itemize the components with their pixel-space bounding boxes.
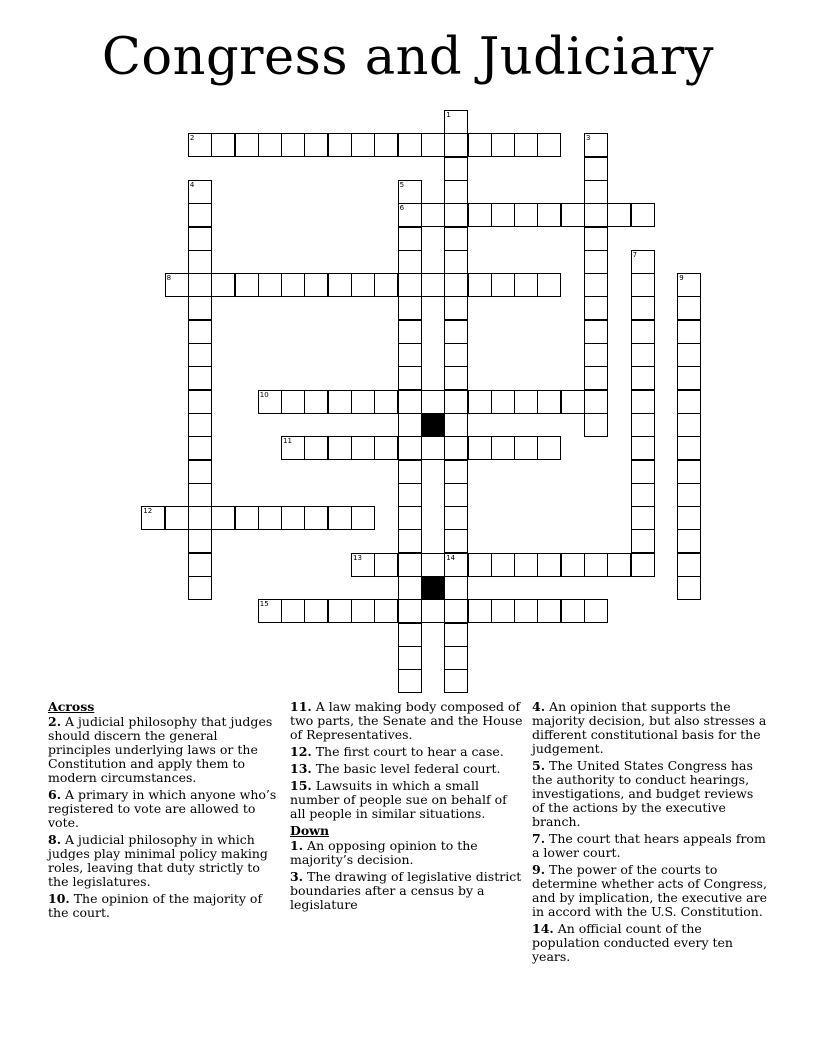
grid-cell[interactable] bbox=[537, 553, 561, 577]
clue-number: 11. bbox=[290, 699, 312, 714]
grid-cell[interactable] bbox=[444, 320, 468, 344]
grid-cell[interactable] bbox=[398, 203, 422, 227]
grid-cell[interactable] bbox=[584, 366, 608, 390]
grid-cell[interactable] bbox=[421, 599, 445, 623]
grid-cell[interactable] bbox=[328, 273, 352, 297]
grid-cell[interactable] bbox=[304, 436, 328, 460]
clue-number-label: 4 bbox=[189, 180, 195, 189]
across-clue bbox=[290, 779, 524, 821]
grid-cell[interactable] bbox=[398, 576, 422, 600]
grid-cell[interactable] bbox=[491, 436, 515, 460]
grid-cell[interactable] bbox=[328, 133, 352, 157]
clue-number: 5. bbox=[532, 758, 546, 773]
grid-cell[interactable] bbox=[211, 506, 235, 530]
grid-cell[interactable] bbox=[351, 273, 375, 297]
grid-cell[interactable] bbox=[444, 413, 468, 437]
grid-cell[interactable] bbox=[188, 227, 212, 251]
clue-number: 8. bbox=[48, 832, 62, 847]
grid-cell[interactable] bbox=[281, 133, 305, 157]
grid-cell[interactable] bbox=[328, 599, 352, 623]
black-cell bbox=[421, 576, 445, 600]
grid-cell[interactable] bbox=[677, 460, 701, 484]
grid-cell[interactable] bbox=[398, 413, 422, 437]
grid-cell[interactable] bbox=[398, 366, 422, 390]
grid-cell[interactable] bbox=[188, 576, 212, 600]
grid-cell[interactable] bbox=[561, 203, 585, 227]
grid-cell[interactable] bbox=[584, 203, 608, 227]
grid-cell[interactable] bbox=[561, 599, 585, 623]
down-clue bbox=[532, 863, 768, 919]
grid-cell[interactable] bbox=[328, 506, 352, 530]
page-title: Congress and Judiciary bbox=[101, 28, 715, 87]
grid-cell[interactable] bbox=[468, 133, 492, 157]
grid-cell[interactable] bbox=[631, 529, 655, 553]
grid-cell[interactable] bbox=[188, 273, 212, 297]
grid-cell[interactable] bbox=[631, 413, 655, 437]
grid-cell[interactable] bbox=[491, 599, 515, 623]
clue-text: The United States Congress has the authority to conduct hearings, investigations, and budget reviews of the actions by the executive branch. bbox=[532, 758, 754, 829]
grid-cell[interactable] bbox=[444, 343, 468, 367]
grid-cell[interactable] bbox=[188, 460, 212, 484]
grid-cell[interactable] bbox=[491, 390, 515, 414]
down-clue bbox=[290, 870, 524, 912]
grid-cell[interactable] bbox=[584, 133, 608, 157]
down-clue bbox=[532, 700, 768, 756]
grid-cell[interactable] bbox=[281, 506, 305, 530]
grid-cell[interactable] bbox=[514, 203, 538, 227]
down-clue bbox=[532, 832, 768, 860]
grid-cell[interactable] bbox=[188, 366, 212, 390]
grid-cell[interactable] bbox=[258, 133, 282, 157]
grid-cell[interactable] bbox=[584, 273, 608, 297]
grid-cell[interactable] bbox=[374, 436, 398, 460]
clue-number-label: 14 bbox=[446, 553, 456, 562]
grid-cell[interactable] bbox=[188, 180, 212, 204]
clue-text: The court that hears appeals from a lower court. bbox=[532, 831, 766, 860]
grid-cell[interactable] bbox=[514, 599, 538, 623]
grid-cell[interactable] bbox=[398, 669, 422, 693]
grid-cell[interactable] bbox=[304, 599, 328, 623]
clue-number: 15. bbox=[290, 778, 312, 793]
grid-cell[interactable] bbox=[188, 133, 212, 157]
across-clue bbox=[48, 833, 282, 889]
clue-number-label: 5 bbox=[399, 180, 405, 189]
clue-number-label: 15 bbox=[259, 600, 269, 609]
grid-cell[interactable] bbox=[677, 273, 701, 297]
clues-column-1 bbox=[48, 700, 282, 923]
across-clue bbox=[48, 892, 282, 920]
grid-cell[interactable] bbox=[677, 413, 701, 437]
grid-cell[interactable] bbox=[374, 599, 398, 623]
grid-cell[interactable] bbox=[374, 133, 398, 157]
grid-cell[interactable] bbox=[584, 553, 608, 577]
across-clue bbox=[48, 788, 282, 830]
black-cell bbox=[421, 413, 445, 437]
clue-text: The first court to hear a case. bbox=[311, 744, 504, 759]
grid-cell[interactable] bbox=[188, 203, 212, 227]
grid-cell[interactable] bbox=[631, 320, 655, 344]
clue-number: 3. bbox=[290, 869, 304, 884]
grid-cell[interactable] bbox=[444, 623, 468, 647]
grid-cell[interactable] bbox=[165, 273, 189, 297]
grid-cell[interactable] bbox=[677, 506, 701, 530]
grid-cell[interactable] bbox=[444, 576, 468, 600]
clue-text: The basic level federal court. bbox=[311, 761, 501, 776]
grid-cell[interactable] bbox=[468, 436, 492, 460]
grid-cell[interactable] bbox=[398, 133, 422, 157]
grid-cell[interactable] bbox=[677, 483, 701, 507]
grid-cell[interactable] bbox=[211, 133, 235, 157]
clue-text: The power of the courts to determine whether acts of Congress, and by implication, the executive are in accord with the U.S. Constitution. bbox=[532, 862, 767, 919]
clue-text: An opposing opinion to the majority’s decision. bbox=[290, 838, 478, 867]
clue-text: The opinion of the majority of the court. bbox=[48, 891, 263, 920]
grid-cell[interactable] bbox=[677, 390, 701, 414]
grid-cell[interactable] bbox=[258, 390, 282, 414]
grid-cell[interactable] bbox=[444, 133, 468, 157]
grid-cell[interactable] bbox=[211, 273, 235, 297]
grid-cell[interactable] bbox=[514, 390, 538, 414]
grid-cell[interactable] bbox=[468, 203, 492, 227]
grid-cell[interactable] bbox=[561, 390, 585, 414]
grid-cell[interactable] bbox=[304, 133, 328, 157]
grid-cell[interactable] bbox=[421, 390, 445, 414]
clue-number: 6. bbox=[48, 787, 62, 802]
grid-cell[interactable] bbox=[444, 227, 468, 251]
clue-number: 14. bbox=[532, 921, 554, 936]
grid-cell[interactable] bbox=[677, 296, 701, 320]
grid-cell[interactable] bbox=[328, 436, 352, 460]
across-clue bbox=[290, 762, 524, 776]
grid-cell[interactable] bbox=[444, 366, 468, 390]
grid-cell[interactable] bbox=[607, 553, 631, 577]
clue-number-label: 10 bbox=[259, 390, 269, 399]
grid-cell[interactable] bbox=[514, 133, 538, 157]
across-clue bbox=[290, 700, 524, 742]
clue-text: A primary in which anyone who’s registered to vote are allowed to vote. bbox=[48, 787, 277, 830]
grid-cell[interactable] bbox=[631, 460, 655, 484]
grid-cell[interactable] bbox=[398, 273, 422, 297]
grid-cell[interactable] bbox=[444, 529, 468, 553]
grid-cell[interactable] bbox=[188, 483, 212, 507]
grid-cell[interactable] bbox=[631, 296, 655, 320]
grid-cell[interactable] bbox=[304, 506, 328, 530]
clue-text: A judicial philosophy that judges should discern the general principles underlying laws or the Constitution and apply them to modern circumstances. bbox=[48, 714, 273, 785]
grid-cell[interactable] bbox=[351, 436, 375, 460]
grid-cell[interactable] bbox=[421, 133, 445, 157]
grid-cell[interactable] bbox=[631, 343, 655, 367]
grid-cell[interactable] bbox=[631, 250, 655, 274]
clue-number: 10. bbox=[48, 891, 70, 906]
clue-text: An official count of the population conducted every ten years. bbox=[532, 921, 733, 964]
grid-cell[interactable] bbox=[235, 273, 259, 297]
grid-cell[interactable] bbox=[444, 646, 468, 670]
grid-cell[interactable] bbox=[444, 250, 468, 274]
clue-text: The drawing of legislative district boundaries after a census by a legislature bbox=[290, 869, 522, 912]
grid-cell[interactable] bbox=[631, 506, 655, 530]
grid-cell[interactable] bbox=[421, 203, 445, 227]
grid-cell[interactable] bbox=[188, 250, 212, 274]
grid-cell[interactable] bbox=[491, 203, 515, 227]
grid-cell[interactable] bbox=[351, 133, 375, 157]
grid-cell[interactable] bbox=[444, 296, 468, 320]
grid-cell[interactable] bbox=[631, 436, 655, 460]
grid-cell[interactable] bbox=[631, 390, 655, 414]
clue-number-label: 11 bbox=[283, 437, 293, 446]
grid-cell[interactable] bbox=[607, 203, 631, 227]
grid-cell[interactable] bbox=[537, 133, 561, 157]
grid-cell[interactable] bbox=[677, 343, 701, 367]
grid-cell[interactable] bbox=[444, 553, 468, 577]
clue-number: 1. bbox=[290, 838, 304, 853]
grid-cell[interactable] bbox=[561, 553, 585, 577]
grid-cell[interactable] bbox=[584, 157, 608, 181]
grid-cell[interactable] bbox=[398, 343, 422, 367]
grid-cell[interactable] bbox=[304, 390, 328, 414]
grid-cell[interactable] bbox=[351, 506, 375, 530]
grid-cell[interactable] bbox=[584, 250, 608, 274]
grid-cell[interactable] bbox=[188, 553, 212, 577]
grid-cell[interactable] bbox=[281, 436, 305, 460]
grid-cell[interactable] bbox=[188, 343, 212, 367]
clue-number: 9. bbox=[532, 862, 546, 877]
grid-cell[interactable] bbox=[444, 483, 468, 507]
grid-cell[interactable] bbox=[444, 110, 468, 134]
grid-cell[interactable] bbox=[584, 296, 608, 320]
grid-cell[interactable] bbox=[677, 576, 701, 600]
grid-cell[interactable] bbox=[351, 553, 375, 577]
grid-cell[interactable] bbox=[537, 599, 561, 623]
clue-number-label: 6 bbox=[399, 204, 405, 213]
down-clue bbox=[290, 839, 524, 867]
grid-cell[interactable] bbox=[188, 390, 212, 414]
grid-cell[interactable] bbox=[491, 273, 515, 297]
grid-cell[interactable] bbox=[398, 553, 422, 577]
grid-cell[interactable] bbox=[468, 599, 492, 623]
grid-cell[interactable] bbox=[421, 553, 445, 577]
clue-number-label: 8 bbox=[166, 274, 172, 283]
grid-cell[interactable] bbox=[258, 506, 282, 530]
grid-cell[interactable] bbox=[398, 529, 422, 553]
grid-cell[interactable] bbox=[398, 390, 422, 414]
grid-cell[interactable] bbox=[677, 529, 701, 553]
across-heading: Across bbox=[48, 699, 95, 714]
grid-cell[interactable] bbox=[491, 553, 515, 577]
across-clue bbox=[290, 745, 524, 759]
clue-number-label: 3 bbox=[586, 134, 591, 143]
grid-cell[interactable] bbox=[584, 390, 608, 414]
clue-number-label: 7 bbox=[632, 250, 638, 259]
clue-number: 12. bbox=[290, 744, 312, 759]
grid-cell[interactable] bbox=[537, 203, 561, 227]
grid-cell[interactable] bbox=[514, 273, 538, 297]
grid-cell[interactable] bbox=[584, 320, 608, 344]
down-heading: Down bbox=[290, 823, 330, 838]
grid-cell[interactable] bbox=[537, 273, 561, 297]
grid-cell[interactable] bbox=[631, 553, 655, 577]
grid-cell[interactable] bbox=[677, 320, 701, 344]
grid-cell[interactable] bbox=[374, 553, 398, 577]
grid-cell[interactable] bbox=[514, 436, 538, 460]
clue-text: An opinion that supports the majority decision, but also stresses a different constitutional basis for the judgement. bbox=[532, 699, 767, 756]
grid-cell[interactable] bbox=[444, 273, 468, 297]
grid-cell[interactable] bbox=[281, 599, 305, 623]
grid-cell[interactable] bbox=[398, 250, 422, 274]
down-clue bbox=[532, 922, 768, 964]
clue-text: A judicial philosophy in which judges play minimal policy making roles, leaving that duty strictly to the legislatures. bbox=[48, 832, 268, 889]
grid-cell[interactable] bbox=[444, 390, 468, 414]
across-clue bbox=[48, 715, 282, 785]
grid-cell[interactable] bbox=[631, 483, 655, 507]
grid-cell[interactable] bbox=[468, 553, 492, 577]
grid-cell[interactable] bbox=[398, 436, 422, 460]
clue-number: 7. bbox=[532, 831, 546, 846]
clue-number-label: 9 bbox=[679, 274, 684, 283]
grid-cell[interactable] bbox=[235, 133, 259, 157]
grid-cell[interactable] bbox=[398, 180, 422, 204]
grid-cell[interactable] bbox=[304, 273, 328, 297]
grid-cell[interactable] bbox=[444, 180, 468, 204]
grid-cell[interactable] bbox=[398, 623, 422, 647]
grid-cell[interactable] bbox=[328, 390, 352, 414]
grid-cell[interactable] bbox=[258, 273, 282, 297]
grid-cell[interactable] bbox=[188, 413, 212, 437]
clues-column-3 bbox=[532, 700, 768, 967]
grid-cell[interactable] bbox=[188, 436, 212, 460]
grid-cell[interactable] bbox=[514, 553, 538, 577]
grid-cell[interactable] bbox=[468, 390, 492, 414]
grid-cell[interactable] bbox=[398, 296, 422, 320]
grid-cell[interactable] bbox=[444, 157, 468, 181]
grid-cell[interactable] bbox=[444, 669, 468, 693]
down-clue bbox=[532, 759, 768, 829]
grid-cell[interactable] bbox=[188, 320, 212, 344]
grid-cell[interactable] bbox=[398, 227, 422, 251]
clue-text: A law making body composed of two parts, the Senate and the House of Representatives. bbox=[290, 699, 523, 742]
grid-cell[interactable] bbox=[444, 599, 468, 623]
clue-number-label: 1 bbox=[446, 111, 451, 119]
grid-cell[interactable] bbox=[677, 553, 701, 577]
clue-text: Lawsuits in which a small number of people sue on behalf of all people in similar situations. bbox=[290, 778, 507, 821]
clue-number-label: 2 bbox=[189, 134, 195, 143]
grid-cell[interactable] bbox=[258, 599, 282, 623]
grid-cell[interactable] bbox=[631, 273, 655, 297]
grid-cell[interactable] bbox=[421, 436, 445, 460]
grid-cell[interactable] bbox=[188, 529, 212, 553]
grid-cell[interactable] bbox=[631, 366, 655, 390]
grid-cell[interactable] bbox=[398, 506, 422, 530]
grid-cell[interactable] bbox=[584, 180, 608, 204]
grid-cell[interactable] bbox=[374, 273, 398, 297]
grid-cell[interactable] bbox=[281, 390, 305, 414]
grid-cell[interactable] bbox=[677, 436, 701, 460]
grid-cell[interactable] bbox=[584, 227, 608, 251]
grid-cell[interactable] bbox=[491, 133, 515, 157]
grid-cell[interactable] bbox=[398, 460, 422, 484]
clue-number: 2. bbox=[48, 714, 62, 729]
grid-cell[interactable] bbox=[444, 203, 468, 227]
grid-cell[interactable] bbox=[468, 273, 492, 297]
grid-cell[interactable] bbox=[374, 390, 398, 414]
clue-number-label: 12 bbox=[143, 507, 153, 516]
grid-cell[interactable] bbox=[398, 646, 422, 670]
grid-cell[interactable] bbox=[141, 506, 165, 530]
clue-number-label: 13 bbox=[353, 553, 362, 562]
grid-cell[interactable] bbox=[444, 506, 468, 530]
grid-cell[interactable] bbox=[584, 599, 608, 623]
grid-cell[interactable] bbox=[351, 599, 375, 623]
grid-cell[interactable] bbox=[631, 203, 655, 227]
grid-cell[interactable] bbox=[188, 506, 212, 530]
grid-cell[interactable] bbox=[537, 436, 561, 460]
grid-cell[interactable] bbox=[398, 483, 422, 507]
grid-cell[interactable] bbox=[444, 436, 468, 460]
grid-cell[interactable] bbox=[398, 599, 422, 623]
grid-cell[interactable] bbox=[421, 273, 445, 297]
grid-cell[interactable] bbox=[584, 413, 608, 437]
clues-column-2 bbox=[290, 700, 524, 915]
grid-cell[interactable] bbox=[677, 366, 701, 390]
grid-cell[interactable] bbox=[398, 320, 422, 344]
grid-cell[interactable] bbox=[444, 460, 468, 484]
grid-cell[interactable] bbox=[351, 390, 375, 414]
clue-number: 13. bbox=[290, 761, 312, 776]
clue-number: 4. bbox=[532, 699, 546, 714]
grid-cell[interactable] bbox=[188, 296, 212, 320]
grid-cell[interactable] bbox=[584, 343, 608, 367]
grid-cell[interactable] bbox=[165, 506, 189, 530]
grid-cell[interactable] bbox=[281, 273, 305, 297]
grid-cell[interactable] bbox=[537, 390, 561, 414]
grid-cell[interactable] bbox=[235, 506, 259, 530]
